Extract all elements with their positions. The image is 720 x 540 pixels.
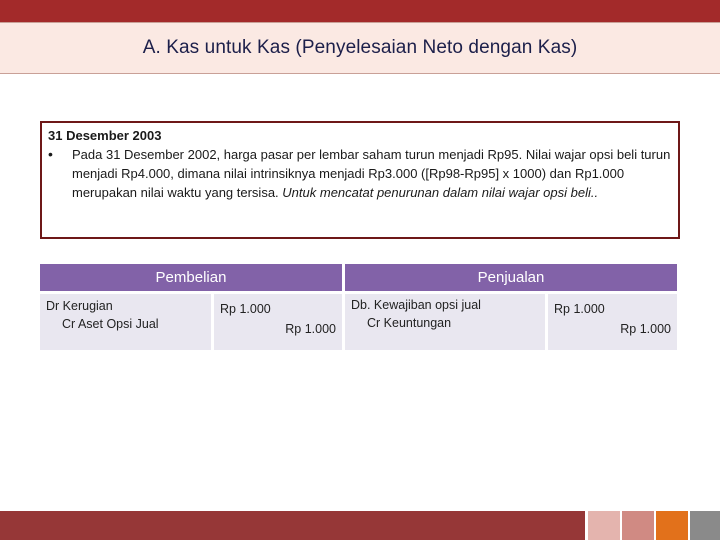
buy-amounts-cell [214,294,342,350]
slide-title: A. Kas untuk Kas (Penyelesaian Neto dengan Kas) [142,37,578,58]
info-text [72,145,672,202]
buy-debit-account: Dr Kerugian [46,299,113,313]
info-box [40,121,680,239]
footer-main-block [0,511,585,540]
buy-credit-amount: Rp 1.000 [285,322,336,336]
top-accent-bar [0,0,720,22]
title-band [0,22,720,74]
info-text-plain: Pada 31 Desember 2002, harga pasar per lembar saham turun menjadi Rp95. Nilai wajar opsi beli turun menjadi Rp4.000, dimana nilai intrinsiknya menjadi Rp3.000 ([Rp98-Rp95] x 1000) dan Rp1.000 merupakan nilai waktu yang tersisa. [72,147,671,200]
sell-debit-account: Db. Kewajiban opsi jual [351,298,481,312]
sell-accounts-cell [345,294,545,350]
footer-swatch-orange [656,511,688,540]
sell-amounts-cell [548,294,677,350]
sell-credit-account: Cr Keuntungan [367,316,452,330]
info-text-italic: Untuk mencatat penurunan dalam nilai wajar opsi beli.. [282,185,599,200]
footer-bar [0,511,720,540]
buy-credit-account: Cr Aset Opsi Jual [62,317,159,331]
info-date: 31 Desember 2003 [48,128,162,143]
footer-swatch-gray [690,511,720,540]
header-penjualan: Penjualan [345,264,677,291]
header-pembelian: Pembelian [40,264,342,291]
footer-swatch-light-pink [588,511,620,540]
buy-debit-amount: Rp 1.000 [220,302,271,316]
sell-credit-amount: Rp 1.000 [620,322,671,336]
info-bullet-item [48,145,672,202]
bullet-icon: • [48,146,53,162]
footer-swatch-pink [622,511,654,540]
buy-accounts-cell [40,294,211,350]
sell-debit-amount: Rp 1.000 [554,302,605,316]
